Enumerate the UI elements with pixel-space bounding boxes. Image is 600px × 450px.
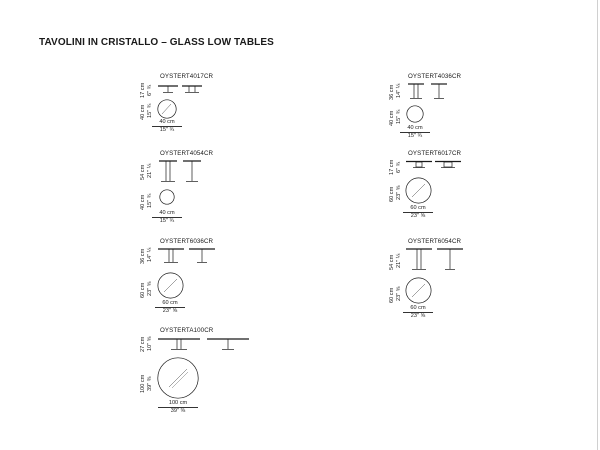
diameter-label-vertical-cm: 40 cm: [140, 104, 146, 120]
side-view-low-wide-table-icon: [406, 160, 432, 169]
diameter-label-vertical-in: 15" ¾: [147, 103, 153, 118]
side-view-tall-wide-table-alt-icon: [437, 248, 463, 271]
height-label-in: 14" ¼: [396, 83, 402, 98]
product-code: OYSTERT4036CR: [408, 73, 462, 80]
side-view-tall-table-icon: [158, 160, 178, 183]
top-view-circle-icon: [157, 99, 177, 119]
side-view-medium-table-alt-icon: [430, 83, 448, 100]
diameter-in: 23" ⅝: [155, 307, 185, 315]
diameter-label-vertical-in: 23" ⅝: [396, 286, 402, 301]
diameter-in: 15" ¾: [152, 217, 182, 225]
diameter-cm: 100 cm: [168, 400, 188, 406]
height-label-in: 21" ¼: [147, 163, 153, 178]
height-label-in: 6" ¾: [147, 84, 153, 96]
height-label-cm: 54 cm: [389, 254, 395, 270]
diameter-label-vertical-in: 15" ¾: [396, 109, 402, 124]
diameter-label-vertical-cm: 60 cm: [389, 287, 395, 303]
top-view-circle-icon: [159, 189, 175, 205]
height-label-cm: 54 cm: [140, 164, 146, 180]
diameter-in: 15" ¾: [400, 132, 430, 140]
product-code: OYSTERT6054CR: [408, 238, 462, 245]
diameter-cm: 40 cm: [407, 125, 423, 131]
diameter-label-vertical-in: 23" ⅝: [147, 281, 153, 296]
diameter-label-vertical-cm: 40 cm: [140, 194, 146, 210]
height-label-cm: 17 cm: [389, 159, 395, 175]
product-code: OYSTERT6017CR: [408, 150, 462, 157]
top-view-circle-icon: [406, 105, 424, 123]
height-label-in: 10" ⅝: [147, 336, 153, 351]
diameter-cm: 60 cm: [162, 300, 178, 306]
side-view-tall-table-alt-icon: [182, 160, 202, 183]
diameter-label-vertical-cm: 60 cm: [389, 186, 395, 202]
side-view-tall-wide-table-icon: [406, 248, 432, 271]
diameter-label-horizontal: [158, 400, 198, 414]
diameter-label-vertical-cm: 60 cm: [140, 282, 146, 298]
top-view-circle-icon: [405, 177, 432, 204]
diameter-cm: 60 cm: [410, 305, 426, 311]
diameter-label-horizontal: [403, 305, 433, 319]
diameter-label-horizontal: [155, 300, 185, 314]
diameter-label-vertical-cm: 100 cm: [140, 374, 146, 393]
product-code: OYSTERT4054CR: [160, 150, 214, 157]
product-code: OYSTERTA100CR: [160, 327, 214, 334]
side-view-medium-table-alt-icon: [189, 248, 215, 264]
diameter-in: 15" ¾: [152, 126, 182, 134]
diameter-label-horizontal: [152, 119, 182, 133]
diameter-label-vertical-cm: 40 cm: [389, 110, 395, 126]
height-label-cm: 36 cm: [389, 84, 395, 100]
diameter-in: 39" ⅜: [158, 407, 198, 415]
side-view-low-table-alt-icon: [182, 84, 202, 94]
height-label-cm: 36 cm: [140, 248, 146, 264]
top-view-circle-icon: [157, 272, 184, 299]
height-label-cm: 17 cm: [140, 82, 146, 98]
diameter-cm: 40 cm: [159, 210, 175, 216]
side-view-medium-table-icon: [407, 83, 425, 100]
page-title: TAVOLINI IN CRISTALLO – GLASS LOW TABLES: [39, 37, 274, 48]
top-view-circle-icon: [405, 277, 432, 304]
side-view-medium-table-icon: [158, 248, 184, 264]
diameter-in: 23" ⅝: [403, 312, 433, 320]
diameter-cm: 60 cm: [410, 205, 426, 211]
height-label-in: 21" ¼: [396, 253, 402, 268]
side-view-large-table-alt-icon: [207, 338, 249, 351]
diameter-cm: 40 cm: [159, 119, 175, 125]
height-label-cm: 27 cm: [140, 336, 146, 352]
diameter-label-horizontal: [152, 210, 182, 224]
diameter-label-vertical-in: 39" ⅜: [147, 376, 153, 391]
diameter-label-horizontal: [403, 205, 433, 219]
diameter-label-horizontal: [400, 125, 430, 139]
product-code: OYSTERT4017CR: [160, 73, 214, 80]
diameter-label-vertical-in: 15" ¾: [147, 193, 153, 208]
height-label-in: 6" ¾: [396, 161, 402, 173]
product-code: OYSTERT6036CR: [160, 238, 214, 245]
side-view-low-table-icon: [158, 84, 178, 94]
diameter-in: 23" ⅝: [403, 212, 433, 220]
top-view-large-circle-icon: [157, 357, 199, 399]
height-label-in: 14" ¼: [147, 247, 153, 262]
side-view-large-table-icon: [158, 338, 200, 351]
page-edge-divider: [597, 0, 598, 450]
side-view-low-wide-table-alt-icon: [435, 160, 461, 169]
diameter-label-vertical-in: 23" ⅝: [396, 185, 402, 200]
